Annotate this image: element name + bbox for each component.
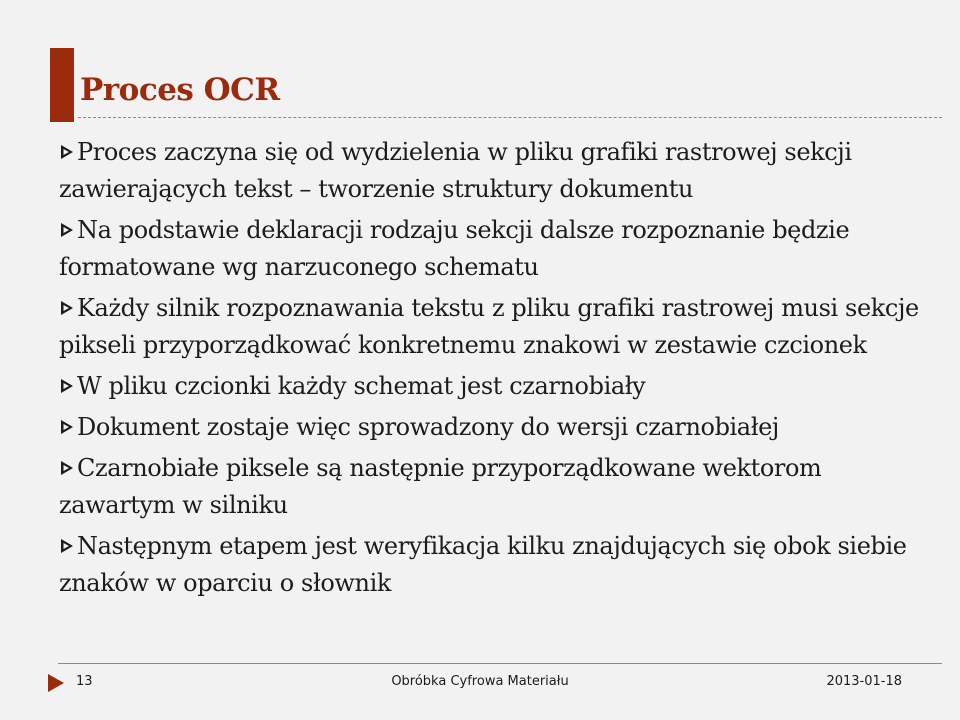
bullet-text: W pliku czcionki każdy schemat jest czarnobiały bbox=[77, 372, 646, 400]
slide-title: Proces OCR bbox=[80, 72, 280, 108]
bullet-text: Na podstawie deklaracji rodzaju sekcji dalsze rozpoznanie będzie formatowane wg narzuconego schematu bbox=[59, 216, 850, 281]
title-accent-bar bbox=[50, 48, 74, 122]
bullet-item bbox=[59, 450, 939, 524]
arrow-bullet-icon bbox=[59, 538, 75, 554]
bullet-text: Proces zaczyna się od wydzielenia w pliku grafiki rastrowej sekcji zawierających tekst – tworzenie struktury dokumentu bbox=[59, 138, 852, 203]
footer-date: 2013-01-18 bbox=[826, 674, 902, 689]
page-number: 13 bbox=[76, 674, 93, 689]
bullet-text: Dokument zostaje więc sprowadzony do wersji czarnobiałej bbox=[77, 413, 779, 441]
arrow-bullet-icon bbox=[59, 419, 75, 435]
bullet-item bbox=[59, 409, 939, 446]
bullet-item bbox=[59, 212, 939, 286]
bullet-item bbox=[59, 290, 939, 364]
bullet-item bbox=[59, 134, 939, 208]
arrow-bullet-icon bbox=[59, 300, 75, 316]
bullet-list bbox=[59, 134, 939, 606]
bullet-text: Czarnobiałe piksele są następnie przyporządkowane wektorom zawartym w silniku bbox=[59, 454, 822, 519]
footer-divider bbox=[58, 663, 942, 664]
title-divider bbox=[78, 117, 942, 118]
bullet-text: Każdy silnik rozpoznawania tekstu z pliku grafiki rastrowej musi sekcje pikseli przyporządkować konkretnemu znakowi w zestawie czcionek bbox=[59, 294, 919, 359]
bullet-text: Następnym etapem jest weryfikacja kilku znajdujących się obok siebie znaków w oparciu o słownik bbox=[59, 532, 907, 597]
footer-title: Obróbka Cyfrowa Materiału bbox=[391, 674, 569, 689]
bullet-item bbox=[59, 528, 939, 602]
arrow-bullet-icon bbox=[59, 378, 75, 394]
arrow-bullet-icon bbox=[59, 144, 75, 160]
arrow-bullet-icon bbox=[59, 460, 75, 476]
bullet-item bbox=[59, 368, 939, 405]
arrow-bullet-icon bbox=[59, 222, 75, 238]
